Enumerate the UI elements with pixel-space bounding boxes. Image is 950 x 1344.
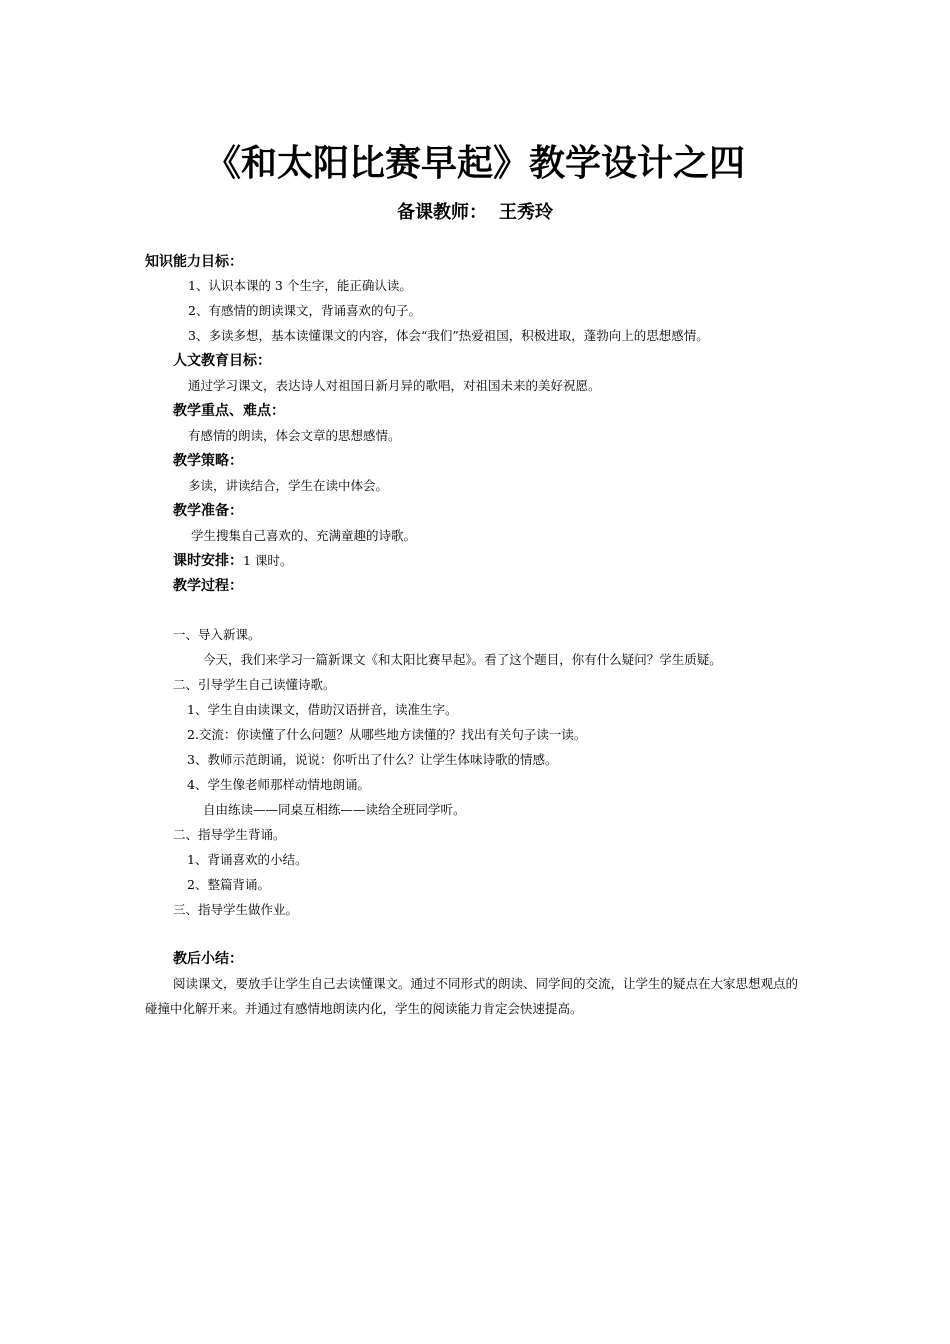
teacher-label: 备课教师： [397,202,487,223]
humanities-heading: 人文教育目标： [173,353,271,369]
process-section-1-text: 今天，我们来学习一篇新课文《和太阳比赛早起》。看了这个题目，你有什么疑问？学生质疑。 [203,652,722,667]
process-item: 1、背诵喜欢的小结。 [187,852,308,867]
schedule-text: 1 课时。 [243,553,293,568]
process-section-4: 三、指导学生做作业。 [173,902,299,917]
process-item: 1、学生自由读课文，借助汉语拼音，读准生字。 [187,702,458,717]
key-text: 有感情的朗读，体会文章的思想感情。 [188,428,401,443]
process-item: 2、整篇背诵。 [187,877,270,892]
process-note: 自由练读——同桌互相练——读给全班同学听。 [203,802,466,817]
teacher-name: 王秀玲 [499,202,553,223]
knowledge-item: 2、有感情的朗读课文，背诵喜欢的句子。 [188,303,421,318]
process-section-2: 二、引导学生自己读懂诗歌。 [173,677,336,692]
key-heading: 教学重点、难点： [173,403,285,419]
schedule-line [173,551,292,571]
process-heading: 教学过程： [173,578,243,594]
teacher-line [0,198,950,224]
knowledge-item: 3、多读多想，基本读懂课文的内容，体会“我们”热爱祖国，积极进取，蓬勃向上的思想感情。 [188,328,709,343]
prep-text: 学生搜集自己喜欢的、充满童趣的诗歌。 [191,528,417,543]
knowledge-heading: 知识能力目标： [145,254,243,270]
schedule-heading: 课时安排： [173,553,243,569]
process-item: 3、教师示范朗诵，说说：你听出了什么？让学生体味诗歌的情感。 [187,752,558,767]
summary-heading: 教后小结： [173,951,243,967]
prep-heading: 教学准备： [173,503,243,519]
humanities-text: 通过学习课文，表达诗人对祖国日新月异的歌唱，对祖国未来的美好祝愿。 [188,378,601,393]
process-item: 4、学生像老师那样动情地朗诵。 [187,777,370,792]
knowledge-item: 1、认识本课的 3 个生字，能正确认读。 [188,278,412,293]
strategy-heading: 教学策略： [173,453,243,469]
process-section-1: 一、导入新课。 [173,627,261,642]
summary-text: 阅读课文，要放手让学生自己去读懂课文。通过不同形式的朗读、同学间的交流，让学生的疑点在大家思想观点的碰撞中化解开来。并通过有感情地朗读内化，学生的阅读能力肯定会快速提高。 [145,976,799,1016]
strategy-text: 多读，讲读结合，学生在读中体会。 [188,478,389,493]
process-section-3: 二、指导学生背诵。 [173,827,286,842]
document-title: 《和太阳比赛早起》教学设计之四 [204,143,745,184]
process-item: 2.交流：你读懂了什么问题？从哪些地方读懂的？找出有关句子读一读。 [187,727,587,742]
